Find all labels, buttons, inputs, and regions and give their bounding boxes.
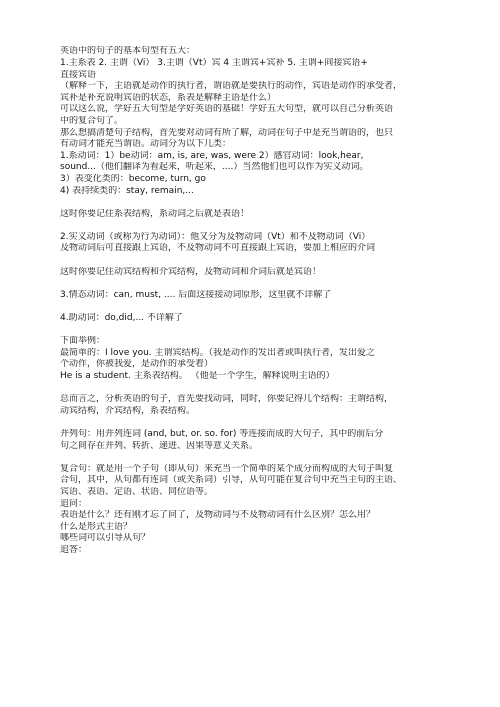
text-line: 3）表变化类的：become, turn, go bbox=[60, 173, 206, 184]
text-line: 有动词才能充当谓语。动词分为以下几类： bbox=[60, 139, 232, 150]
text-line: 可以这么说，学好五大句型是学好英语的基础！学好五大句型，就可以自己分析英语 bbox=[60, 104, 394, 115]
text-line: 什么是形式主语？ bbox=[60, 521, 133, 532]
text-line: 4.助动词：do,did,... 不详解了 bbox=[60, 313, 183, 324]
text-line: 2.实义动词（或称为行为动词）：他又分为及物动词（Vt）和不及物动词（Vi） bbox=[60, 231, 371, 242]
text-line: 追问： bbox=[60, 498, 88, 509]
blank-line bbox=[60, 417, 460, 429]
text-line: He is a student. 主系表结构。 （他是一个学生，解释说明主语的） bbox=[60, 371, 335, 381]
text-line: 中的复合句了。 bbox=[60, 115, 124, 126]
text-line: 复合句：就是用一个子句（即从句）来充当一个简单的某个成分而构成的大句子叫复 bbox=[60, 463, 394, 474]
text-line: （解释一下，主语就是动作的执行者，谓语就是要执行的动作，宾语是动作的承受者， bbox=[60, 81, 403, 92]
text-line: 追答： bbox=[60, 544, 88, 555]
text-line: 1.主系表 2. 主谓（Vi） 3.主谓（Vt）宾 4 主谓宾+宾补 5. 主谓+间接宾语+ bbox=[60, 57, 368, 68]
text-line: 直接宾语 bbox=[60, 69, 97, 80]
text-line: 并列句：用并列连词 (and, but, or. so. for) 等连接而成的大句子，其中的前后分 bbox=[60, 428, 384, 439]
blank-line bbox=[60, 255, 460, 267]
text-line: 哪些词可以引导从句？ bbox=[60, 533, 151, 544]
blank-line bbox=[60, 220, 460, 232]
text-line: 个动作，你被我爱，是动作的承受着） bbox=[60, 359, 214, 370]
blank-line bbox=[60, 325, 460, 337]
text-line: sound...（他们翻译为看起来，听起来，....）当然他们也可以作为实义动词。 bbox=[60, 162, 369, 173]
text-line: 表语是什么？还有刚才忘了问了，及物动词与不及物动词有什么区别？怎么用？ bbox=[60, 510, 376, 521]
text-line: 这时你要记住动宾结构和介宾结构，及物动词和介词后就是宾语！ bbox=[60, 266, 322, 277]
text-line: 及物动词后可直接跟上宾语，不及物动词不可直接跟上宾语，要加上相应的介词 bbox=[60, 243, 376, 254]
text-line: 合句，其中，从句都有连词（或关系词）引导，从句可能在复合句中充当主句的主语、 bbox=[60, 475, 403, 486]
text-line: 句之间存在并列、转折、递进、因果等意义关系。 bbox=[60, 440, 259, 451]
text-line: 英语中的句子的基本句型有五大： bbox=[60, 46, 196, 57]
text-line: 总而言之，分析英语的句子，首先要找动词，同时，你要记得几个结构：主谓结构， bbox=[60, 394, 394, 405]
text-line: 那么想搞清楚句子结构，首先要对动词有所了解，动词在句子中是充当谓语的，也只 bbox=[60, 127, 394, 138]
blank-line bbox=[60, 383, 460, 395]
blank-line bbox=[60, 301, 460, 313]
document-body bbox=[60, 46, 460, 556]
text-line: 这时你要记住系表结构，系动词之后就是表语！ bbox=[60, 208, 250, 219]
blank-line bbox=[60, 197, 460, 209]
text-line: 动宾结构，介宾结构，系表结构。 bbox=[60, 405, 196, 416]
text-line: 宾语、表语、定语、状语、同位语等。 bbox=[60, 486, 214, 497]
text-line: 3.情态动词：can, must, .... 后面这接接动词原形，这里就不详解了 bbox=[60, 289, 332, 300]
blank-line bbox=[60, 452, 460, 464]
text-line: 下面举例： bbox=[60, 336, 106, 347]
blank-line bbox=[60, 278, 460, 290]
text-line: 最简单的：I love you. 主谓宾结构。（我是动作的发出者或叫执行者，发出爱之 bbox=[60, 347, 376, 358]
text-line: 宾补是补充说明宾语的状态，系表是解释主语是什么） bbox=[60, 92, 277, 103]
document-page bbox=[60, 0, 460, 557]
text-line: 1.系动词：1）be动词：am, is, are, was, were 2）感官动词：look,hear, bbox=[60, 150, 364, 161]
text-line: 4) 表持续类的：stay, remain,... bbox=[60, 185, 194, 196]
